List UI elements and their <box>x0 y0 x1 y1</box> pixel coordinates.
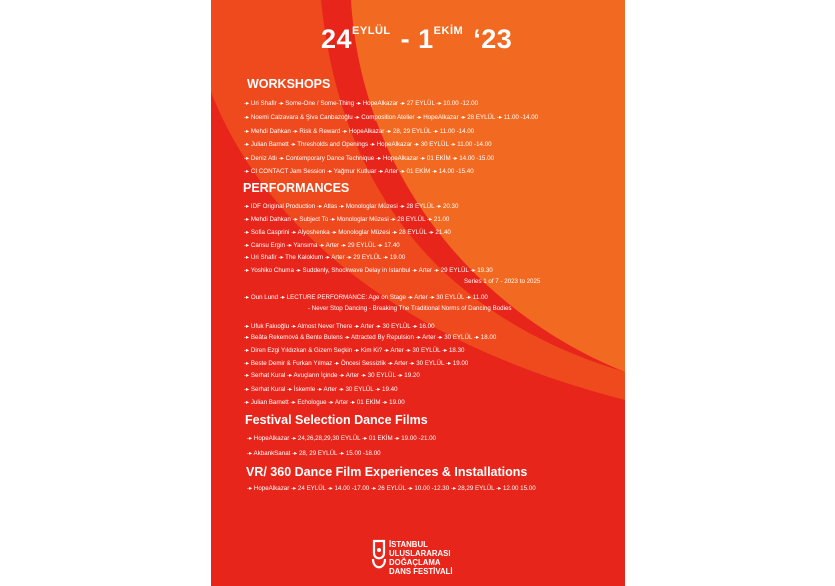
film-row: -▸ HopeAlkazar -▸ 24,26,28,29,30 EYLÜL -▸ 01 EKİM -▸ 19.00 -21.00 <box>247 435 436 442</box>
films-heading: Festival Selection Dance Films <box>245 413 428 427</box>
performance-row: -▸ Beste Demir & Furkan Yılmaz -▸ Öncesi Sessizlik -▸ Arter -▸ 30 EYLÜL -▸ 19.00 <box>244 360 469 367</box>
performance-row: -▸ IDF Original Production -▸ Atlas -▸ Monologlar Müzesi -▸ 28 EYLÜL -▸ 20.30 <box>244 203 459 210</box>
workshop-row: -▸ Uri Shafir -▸ Some-One / Some-Thing -▸ HopeAlkazar -▸ 27 EYLÜL -▸ 10.00 -12.00 <box>244 100 479 107</box>
logo-line: DANS FESTİVALİ <box>389 567 453 576</box>
performances-heading: PERFORMANCES <box>243 181 350 195</box>
festival-poster <box>211 0 625 586</box>
logo-line: ULUSLARARASI <box>389 549 451 558</box>
performance-row-note: - Never Stop Dancing - Breaking The Traditional Norms of Dancing Bodies <box>308 305 512 312</box>
workshop-row: -▸ Noemi Calzavara & Şiva Canbazoğlu -▸ Composition Atelier -▸ HopeAlkazar -▸ 28 EYLÜL -▸ 11.00 -14.00 <box>244 114 539 121</box>
logo-line: DOĞAÇLAMA <box>389 558 441 567</box>
performance-row: -▸ Oun Lund -▸ LECTURE PERFORMANCE: Age on Stage -▸ Arter -▸ 30 EYLÜL -▸ 11.00 <box>244 294 488 301</box>
vr-heading: VR/ 360 Dance Film Experiences & Installations <box>246 465 528 479</box>
workshop-row: -▸ Deniz Atlı -▸ Contemporary Dance Technique -▸ HopeAlkazar -▸ 01 EKİM -▸ 14.00 -15.00 <box>244 155 494 162</box>
performance-row: -▸ Ufuk Fakıoğlu -▸ Almost Never There -▸ Arter -▸ 30 EYLÜL -▸ 16.00 <box>244 323 435 330</box>
film-row: -▸ AkbankSanat -▸ 28, 29 EYLÜL -▸ 15.00 -18.00 <box>247 450 381 457</box>
performance-row-note: Series 1 of 7 - 2023 to 2025 <box>464 278 541 285</box>
performance-row: -▸ Mehdi Dahkan -▸ Subject To -▸ Monologlar Müzesi -▸ 28 EYLÜL -▸ 21.00 <box>244 216 450 223</box>
performance-row: -▸ Uri Shafir -▸ The Kaloklum -▸ Arter -▸ 29 EYLÜL -▸ 19.00 <box>244 254 406 261</box>
logo-line: İSTANBUL <box>389 540 428 549</box>
workshop-row: -▸ CI CONTACT Jam Session -▸ Yağmur Kutluar -▸ Arter -▸ 01 EKİM -▸ 14.00 -15.40 <box>244 168 474 175</box>
performance-row: -▸ Sofia Casprini -▸ Alyoshenka -▸ Monologlar Müzesi -▸ 28 EYLÜL -▸ 21.40 <box>244 229 451 236</box>
performance-row: -▸ Diren Ezgi Yıldızkan & Gizem Seçkin -▸ Kim Ki? -▸ Arter -▸ 30 EYLÜL -▸ 18.30 <box>244 347 465 354</box>
workshops-heading: WORKSHOPS <box>247 77 331 91</box>
festival-logo-icon <box>371 538 387 574</box>
performance-row: -▸ Julian Barnett -▸ Echologue -▸ Arter -▸ 01 EKİM -▸ 19.00 <box>244 399 405 406</box>
workshop-row: -▸ Mehdi Dahkan -▸ Risk & Reward -▸ HopeAlkazar -▸ 28, 29 EYLÜL -▸ 11.00 -14.00 <box>244 128 475 135</box>
performance-row: -▸ Beâta Rekemová & Bente Bulens -▸ Attracted By Repulsion -▸ Arter -▸ 30 EYLÜL -▸ 18.00 <box>244 334 497 341</box>
vr-row: -▸ HopeAlkazar -▸ 24 EYLÜL -▸ 14.00 -17.00 -▸ 26 EYLÜL -▸ 10.00 -12.30 -▸ 28,29 EYLÜL -▸ 12.00 15.00 <box>247 485 536 492</box>
performance-row: -▸ Cansu Ergin -▸ Yansıma -▸ Arter -▸ 29 EYLÜL -▸ 17.40 <box>244 242 400 249</box>
performance-row: -▸ Serhat Kural -▸ Avuçların İçinde -▸ Arter -▸ 30 EYLÜL -▸ 19.20 <box>244 372 420 379</box>
workshop-row: -▸ Julian Barnett -▸ Thresholds and Openings -▸ HopeAlkazar -▸ 30 EYLÜL -▸ 11.00 -14.00 <box>244 141 492 148</box>
festival-logo-text <box>389 540 453 576</box>
festival-dates-title: $24^{EYLÜL} - 1^{EKİM}$ ‘23 <box>321 24 513 54</box>
performance-row: -▸ Serhat Kural -▸ İskemle -▸ Arter -▸ 30 EYLÜL -▸ 19.40 <box>244 386 398 393</box>
performance-row: -▸ Yoshiko Chuma -▸ Suddenly, Shockwave Delay in Istanbul -▸ Arter -▸ 29 EYLÜL -▸ 19.30 <box>244 267 493 274</box>
